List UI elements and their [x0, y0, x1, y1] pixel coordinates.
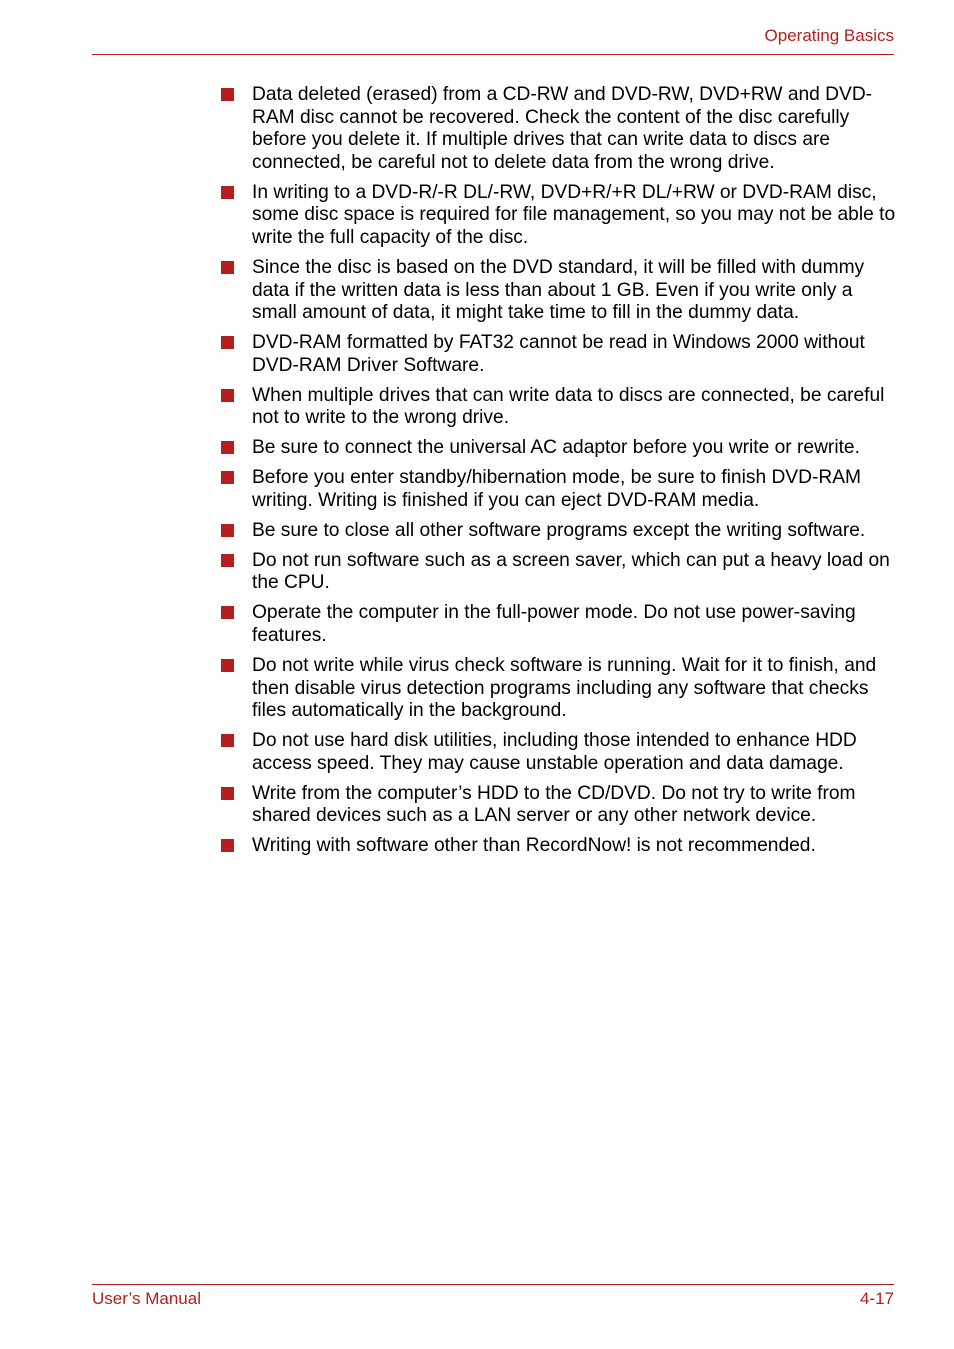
square-bullet-icon	[221, 606, 234, 619]
list-item-text: Do not use hard disk utilities, including those intended to enhance HDD access speed. They may cause unstable operation and data damage.	[252, 730, 857, 774]
list-item-text: When multiple drives that can write data to discs are connected, be careful not to write to the wrong drive.	[252, 384, 885, 429]
list-item-text: In writing to a DVD-R/-R DL/-RW, DVD+R/+R DL/+RW or DVD-RAM disc, some disc space is required for file management, so you may not be able to write the full capacity of the disc.	[252, 181, 896, 248]
list-item-text: Be sure to close all other software programs except the writing software.	[252, 519, 866, 541]
list-item-text: Writing with software other than RecordNow! is not recommended.	[252, 835, 816, 857]
list-item	[221, 182, 901, 250]
list-item	[221, 257, 901, 325]
square-bullet-icon	[221, 554, 234, 567]
page-number: 4-17	[859, 1289, 894, 1308]
bullet-list	[221, 84, 901, 865]
list-item-text: Operate the computer in the full-power mode. Do not use power-saving features.	[252, 602, 856, 646]
list-item	[221, 783, 901, 828]
square-bullet-icon	[221, 186, 234, 199]
header-rule	[92, 54, 894, 55]
list-item-text: Be sure to connect the universal AC adaptor before you write or rewrite.	[252, 437, 860, 459]
list-item	[221, 730, 901, 775]
list-item	[221, 332, 901, 377]
square-bullet-icon	[221, 524, 234, 537]
square-bullet-icon	[221, 441, 234, 454]
list-item	[221, 437, 901, 460]
list-item-text: DVD-RAM formatted by FAT32 cannot be read in Windows 2000 without DVD-RAM Driver Software.	[252, 332, 865, 376]
list-item-text: Do not write while virus check software is running. Wait for it to finish, and then disable virus detection programs including any software that checks files automatically in the background.	[252, 654, 877, 722]
running-header: Operating Basics	[764, 26, 894, 45]
square-bullet-icon	[221, 787, 234, 800]
square-bullet-icon	[221, 88, 234, 101]
list-item	[221, 550, 901, 595]
list-item	[221, 467, 901, 512]
list-item-text: Write from the computer’s HDD to the CD/DVD. Do not try to write from shared devices such as a LAN server or any other network device.	[252, 782, 856, 827]
square-bullet-icon	[221, 389, 234, 402]
list-item	[221, 602, 901, 647]
square-bullet-icon	[221, 471, 234, 484]
list-item-text: Data deleted (erased) from a CD-RW and DVD-RW, DVD+RW and DVD-RAM disc cannot be recovered. Check the content of the disc carefully before you delete it. If multiple drives that can write data to discs are connected, be careful not to delete data from the wrong drive.	[252, 84, 873, 173]
list-item	[221, 385, 901, 430]
list-item-text: Before you enter standby/hibernation mode, be sure to finish DVD-RAM writing. Writing is finished if you can eject DVD-RAM media.	[252, 467, 861, 511]
list-item	[221, 84, 901, 174]
list-item	[221, 655, 901, 723]
list-item	[221, 520, 901, 543]
square-bullet-icon	[221, 261, 234, 274]
square-bullet-icon	[221, 336, 234, 349]
list-item	[221, 835, 901, 858]
footer-rule	[92, 1284, 894, 1285]
list-item-text: Do not run software such as a screen saver, which can put a heavy load on the CPU.	[252, 549, 890, 594]
square-bullet-icon	[221, 839, 234, 852]
square-bullet-icon	[221, 659, 234, 672]
list-item-text: Since the disc is based on the DVD standard, it will be filled with dummy data if the written data is less than about 1 GB. Even if you write only a small amount of data, it might take time to fill in the dummy data.	[252, 256, 865, 324]
manual-name: User’s Manual	[92, 1289, 201, 1308]
square-bullet-icon	[221, 734, 234, 747]
